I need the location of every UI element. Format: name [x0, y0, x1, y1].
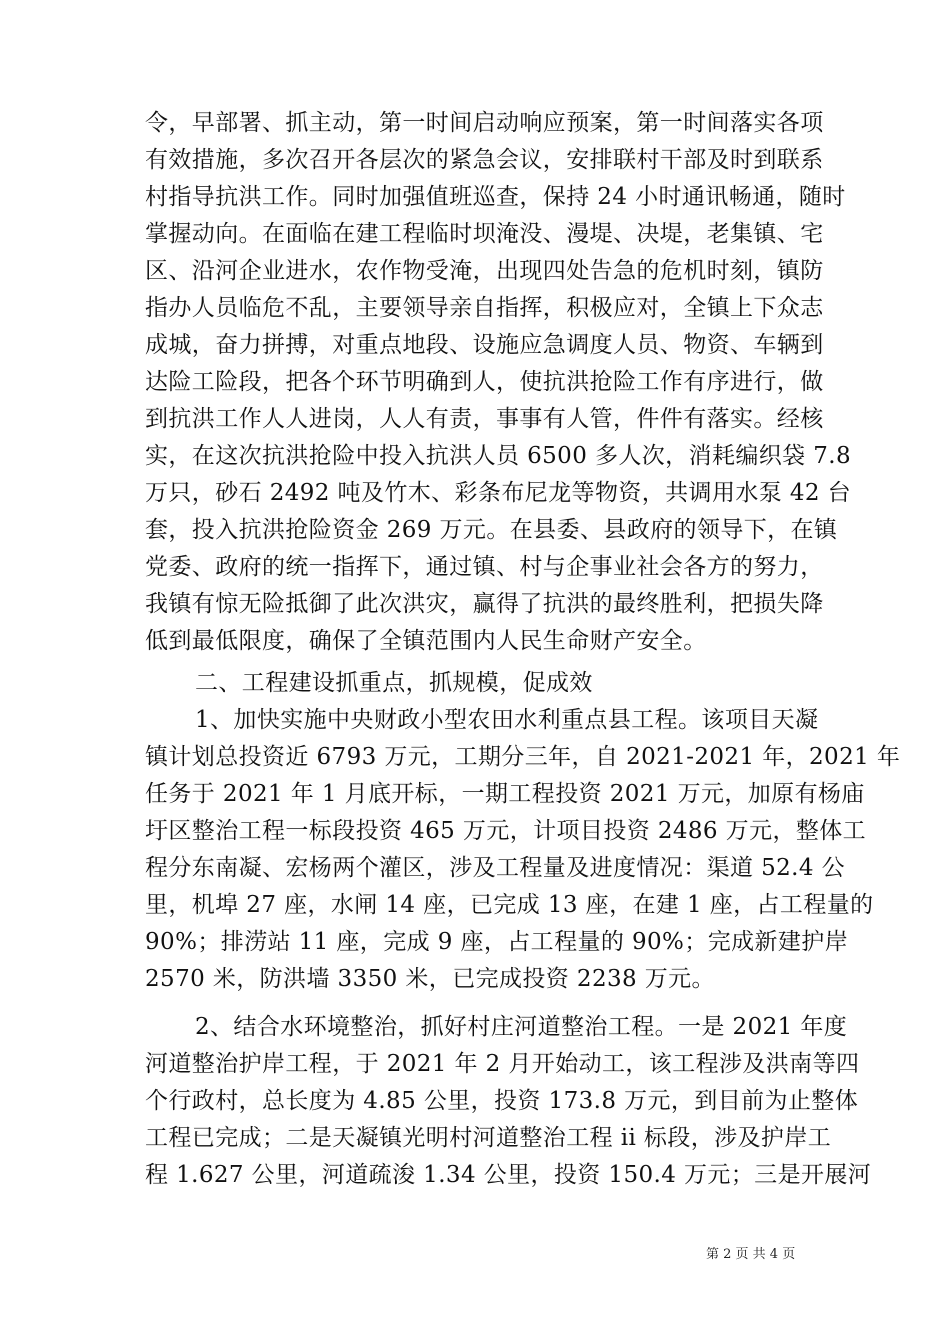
text-line: 个行政村，总长度为 4.85 公里，投资 173.8 万元，到目前为止整体 — [145, 1088, 859, 1114]
text-line: 低到最低限度，确保了全镇范围内人民生命财产安全。 — [145, 628, 707, 654]
text-line: 实，在这次抗洪抢险中投入抗洪人员 6500 多人次，消耗编织袋 7.8 — [145, 443, 852, 469]
text-line: 万只，砂石 2492 吨及竹木、彩条布尼龙等物资，共调用水泵 42 台 — [145, 480, 852, 506]
text-line: 令，早部署、抓主动，第一时间启动响应预案，第一时间落实各项 — [145, 110, 824, 136]
text-line: 程分东南凝、宏杨两个灌区，涉及工程量及进度情况：渠道 52.4 公 — [145, 855, 846, 881]
text-line: 到抗洪工作人人进岗，人人有责，事事有人管，件件有落实。经核 — [145, 406, 824, 432]
text-line: 达险工险段，把各个环节明确到人，使抗洪抢险工作有序进行，做 — [145, 369, 824, 395]
text-line: 2、结合水环境整治，抓好村庄河道整治工程。一是 2021 年度 — [195, 1014, 848, 1040]
section-heading: 二、工程建设抓重点，抓规模，促成效 — [195, 670, 593, 696]
page-footer: 第 2 页 共 4 页 — [706, 1247, 796, 1262]
text-line: 90%；排涝站 11 座，完成 9 座，占工程量的 90%；完成新建护岸 — [145, 929, 849, 955]
text-line: 2570 米，防洪墙 3350 米，已完成投资 2238 万元。 — [145, 966, 715, 992]
text-line: 工程已完成；二是天凝镇光明村河道整治工程 ii 标段，涉及护岸工 — [145, 1125, 832, 1151]
text-line: 村指导抗洪工作。同时加强值班巡查，保持 24 小时通讯畅通，随时 — [145, 184, 846, 210]
text-line: 程 1.627 公里，河道疏浚 1.34 公里，投资 150.4 万元；三是开展河 — [145, 1162, 872, 1188]
text-line: 任务于 2021 年 1 月底开标，一期工程投资 2021 万元，加原有杨庙 — [145, 781, 865, 807]
text-line: 河道整治护岸工程，于 2021 年 2 月开始动工，该工程涉及洪南等四 — [145, 1051, 860, 1077]
text-line: 掌握动向。在面临在建工程临时坝淹没、漫堤、决堤，老集镇、宅 — [145, 221, 824, 247]
text-line: 指办人员临危不乱，主要领导亲自指挥，积极应对，全镇上下众志 — [145, 295, 824, 321]
text-line: 里，机埠 27 座，水闸 14 座，已完成 13 座，在建 1 座，占工程量的 — [145, 892, 874, 918]
text-line: 有效措施，多次召开各层次的紧急会议，安排联村干部及时到联系 — [145, 147, 824, 173]
text-line: 区、沿河企业进水，农作物受淹，出现四处告急的危机时刻，镇防 — [145, 258, 824, 284]
text-line: 圩区整治工程一标段投资 465 万元，计项目投资 2486 万元，整体工 — [145, 818, 867, 844]
text-line: 我镇有惊无险抵御了此次洪灾，赢得了抗洪的最终胜利，把损失降 — [145, 591, 824, 617]
text-line: 成城，奋力拼搏，对重点地段、设施应急调度人员、物资、车辆到 — [145, 332, 824, 358]
text-line: 1、加快实施中央财政小型农田水利重点县工程。该项目天凝 — [195, 707, 819, 733]
text-line: 党委、政府的统一指挥下，通过镇、村与企事业社会各方的努力， — [145, 554, 824, 580]
text-line: 镇计划总投资近 6793 万元，工期分三年，自 2021-2021 年，2021 年 — [145, 744, 901, 770]
text-line: 套，投入抗洪抢险资金 269 万元。在县委、县政府的领导下，在镇 — [145, 517, 838, 543]
